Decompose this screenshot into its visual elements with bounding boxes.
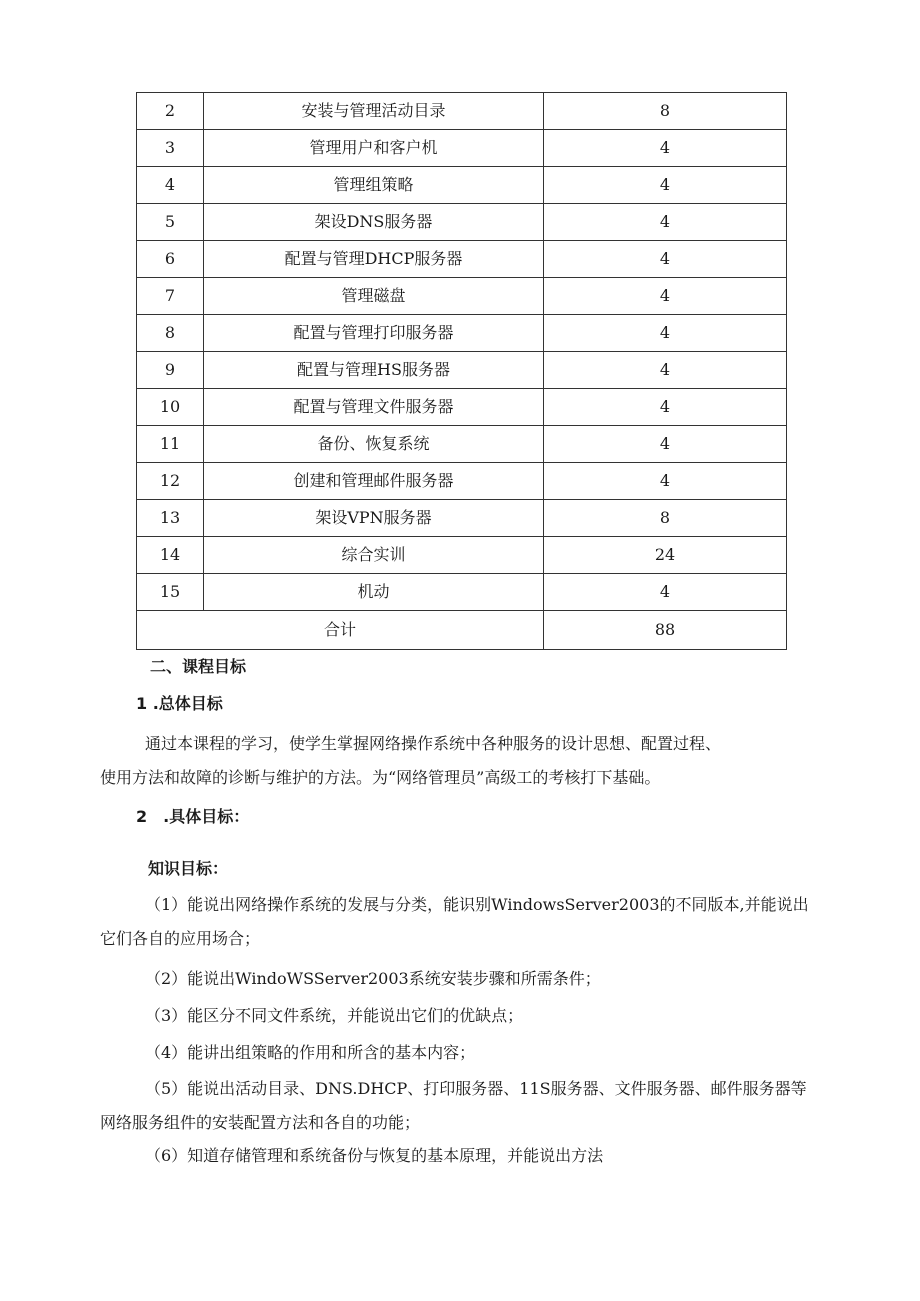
knowledge-goal-heading: 知识目标：: [148, 859, 229, 878]
knowledge-item-4-line-1: （4）能讲出组策略的作用和所含的基本内容；: [145, 1043, 476, 1062]
table-row: [137, 500, 787, 537]
knowledge-item-5-line-1: （5）能说出活动目录、DNS.DHCP、打印服务器、11S服务器、文件服务器、邮件服务器等: [145, 1079, 807, 1098]
row-hours-cell: 4: [544, 426, 787, 463]
row-number-cell: 15: [137, 574, 204, 611]
overall-goal-line-1: 通过本课程的学习，使学生掌握网络操作系统中各种服务的设计思想、配置过程、: [145, 734, 722, 753]
row-name-cell: 机动: [204, 574, 544, 611]
row-name-cell: 创建和管理邮件服务器: [204, 463, 544, 500]
row-name-cell: 配置与管理HS服务器: [204, 352, 544, 389]
row-number-cell: 3: [137, 130, 204, 167]
row-hours-cell: 4: [544, 130, 787, 167]
row-number-cell: 11: [137, 426, 204, 463]
knowledge-item-3: [100, 1005, 830, 1027]
table-row: [137, 130, 787, 167]
row-number-cell: 12: [137, 463, 204, 500]
row-hours-cell: 4: [544, 241, 787, 278]
table-row: [137, 389, 787, 426]
knowledge-item-6-line-1: （6）知道存储管理和系统备份与恢复的基本原理，并能说出方法: [145, 1146, 604, 1165]
row-hours-cell: 4: [544, 574, 787, 611]
table-row: [137, 167, 787, 204]
row-number-cell: 9: [137, 352, 204, 389]
table-total-row: [137, 611, 787, 650]
row-number-cell: 4: [137, 167, 204, 204]
row-name-cell: 管理组策略: [204, 167, 544, 204]
row-name-cell: 备份、恢复系统: [204, 426, 544, 463]
row-hours-cell: 24: [544, 537, 787, 574]
table-row: [137, 352, 787, 389]
row-name-cell: 架设DNS服务器: [204, 204, 544, 241]
table-row: [137, 537, 787, 574]
table-row: [137, 426, 787, 463]
table-row: [137, 315, 787, 352]
knowledge-item-3-line-1: （3）能区分不同文件系统，并能说出它们的优缺点；: [145, 1006, 524, 1025]
row-number-cell: 10: [137, 389, 204, 426]
table-row: [137, 278, 787, 315]
row-hours-cell: 4: [544, 278, 787, 315]
row-number-cell: 6: [137, 241, 204, 278]
knowledge-item-5-line-2: 网络服务组件的安装配置方法和各自的功能；: [100, 1113, 421, 1132]
row-hours-cell: 4: [544, 463, 787, 500]
table-row: [137, 93, 787, 130]
course-hours-table: [136, 92, 787, 650]
row-hours-cell: 4: [544, 204, 787, 241]
row-number-cell: 2: [137, 93, 204, 130]
knowledge-item-2-line-1: （2）能说出WindoWSServer2003系统安装步骤和所需条件；: [145, 969, 601, 988]
row-name-cell: 配置与管理DHCP服务器: [204, 241, 544, 278]
row-hours-cell: 4: [544, 389, 787, 426]
row-name-cell: 架设VPN服务器: [204, 500, 544, 537]
knowledge-item-1-line-1: （1）能说出网络操作系统的发展与分类，能识别WindowsServer2003的不同版本,并能说出: [145, 895, 809, 914]
row-name-cell: 管理磁盘: [204, 278, 544, 315]
table-row: [137, 463, 787, 500]
row-number-cell: 5: [137, 204, 204, 241]
table-body: [137, 93, 787, 611]
knowledge-item-1-line-2: 它们各自的应用场合；: [100, 929, 261, 948]
row-hours-cell: 4: [544, 315, 787, 352]
row-hours-cell: 8: [544, 500, 787, 537]
overall-goal-line-2: 使用方法和故障的诊断与维护的方法。为“网络管理员”高级工的考核打下基础。: [100, 768, 661, 787]
table-row: [137, 241, 787, 278]
knowledge-item-2: [100, 968, 830, 990]
knowledge-item-6: [100, 1145, 830, 1167]
overall-goal-heading: 1 .总体目标: [136, 694, 223, 713]
knowledge-item-4: [100, 1042, 830, 1064]
table-row: [137, 204, 787, 241]
row-name-cell: 配置与管理文件服务器: [204, 389, 544, 426]
knowledge-item-5: [100, 1078, 830, 1134]
total-hours: 88: [544, 611, 787, 650]
total-label: 合计: [137, 611, 544, 650]
row-name-cell: 安装与管理活动目录: [204, 93, 544, 130]
row-number-cell: 13: [137, 500, 204, 537]
row-hours-cell: 4: [544, 167, 787, 204]
row-hours-cell: 4: [544, 352, 787, 389]
row-hours-cell: 8: [544, 93, 787, 130]
overall-goal-paragraph: [100, 733, 830, 789]
row-number-cell: 8: [137, 315, 204, 352]
row-number-cell: 14: [137, 537, 204, 574]
section-title-course-goals: 二、课程目标: [150, 657, 247, 676]
row-name-cell: 配置与管理打印服务器: [204, 315, 544, 352]
specific-goal-heading: 2 .具体目标：: [136, 807, 250, 826]
table-row: [137, 574, 787, 611]
row-name-cell: 综合实训: [204, 537, 544, 574]
row-number-cell: 7: [137, 278, 204, 315]
row-name-cell: 管理用户和客户机: [204, 130, 544, 167]
knowledge-item-1: [100, 894, 830, 950]
